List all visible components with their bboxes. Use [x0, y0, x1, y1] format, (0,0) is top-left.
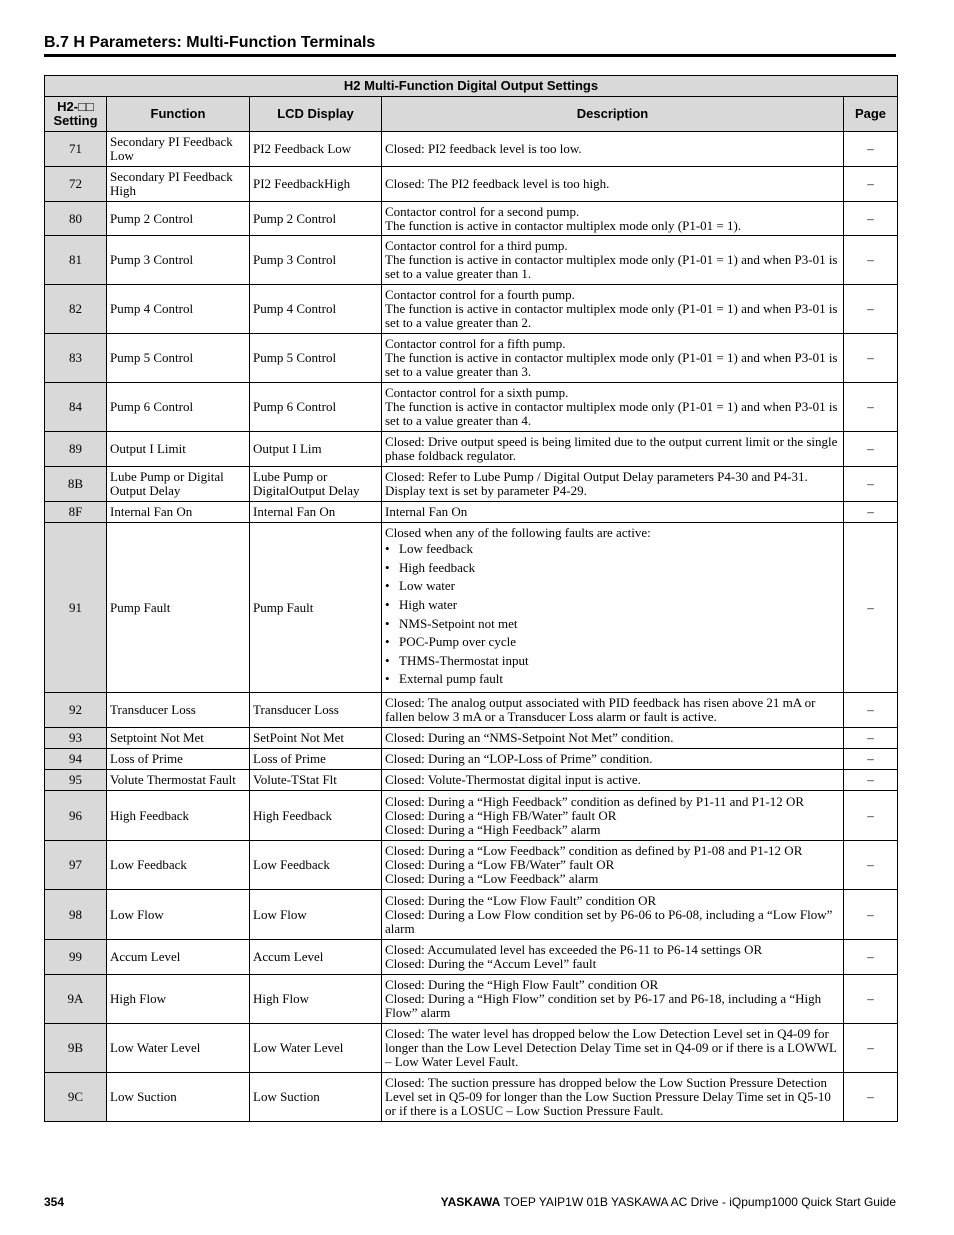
table-row	[45, 791, 898, 841]
table-row	[45, 975, 898, 1024]
description-line: Closed: During a “High Feedback” condition as defined by P1-11 and P1-12 OR	[385, 793, 805, 809]
table-row	[45, 334, 898, 383]
function-cell: Low Water Level	[107, 1024, 250, 1073]
bullet-icon: •	[385, 541, 390, 557]
description-line: Contactor control for a sixth pump.	[385, 385, 569, 400]
description-line: Contactor control for a fifth pump.	[385, 336, 566, 351]
setting-cell: 81	[45, 236, 107, 285]
lcd-display-cell: Low Feedback	[250, 841, 382, 890]
function-cell: High Feedback	[107, 791, 250, 841]
description-line: Closed: During a “Low FB/Water” fault OR	[385, 857, 615, 872]
function-cell: Pump 6 Control	[107, 383, 250, 432]
function-cell: Secondary PI Feedback High	[107, 167, 250, 202]
header-setting-line2: Setting	[53, 113, 98, 128]
lcd-display-cell: Lube Pump or DigitalOutput Delay	[250, 467, 382, 502]
table-body	[45, 132, 898, 1122]
description-cell	[382, 334, 844, 383]
table-row	[45, 523, 898, 693]
description-line: The function is active in contactor multiplex mode only (P1-01 = 1) and when P3-01 is set to a value greater than 4.	[385, 399, 838, 428]
function-cell: Loss of Prime	[107, 749, 250, 770]
table-row	[45, 285, 898, 334]
description-cell	[382, 383, 844, 432]
setting-cell: 8B	[45, 467, 107, 502]
description-line: Closed: Refer to Lube Pump / Digital Output Delay parameters P4-30 and P4-31. Display text is set by parameter P4-29.	[385, 469, 808, 498]
description-cell	[382, 890, 844, 940]
lcd-display-cell: High Feedback	[250, 791, 382, 841]
table-row	[45, 841, 898, 890]
page-cell: –	[844, 975, 898, 1024]
bullet-icon: •	[385, 578, 390, 594]
function-cell: Pump Fault	[107, 523, 250, 693]
description-line: Closed: Volute-Thermostat digital input is active.	[385, 772, 641, 787]
page-cell: –	[844, 236, 898, 285]
description-cell	[382, 502, 844, 523]
table-row	[45, 432, 898, 467]
page-cell: –	[844, 383, 898, 432]
setting-cell: 9B	[45, 1024, 107, 1073]
page-cell: –	[844, 334, 898, 383]
description-cell	[382, 770, 844, 791]
table-row	[45, 132, 898, 167]
description-cell	[382, 791, 844, 841]
header-description: Description	[382, 97, 844, 132]
page-cell: –	[844, 693, 898, 728]
fault-list-label: High feedback	[399, 559, 476, 575]
setting-cell: 93	[45, 728, 107, 749]
page-cell: –	[844, 841, 898, 890]
lcd-display-cell: Pump 5 Control	[250, 334, 382, 383]
setting-cell: 94	[45, 749, 107, 770]
table-row	[45, 770, 898, 791]
table-row	[45, 728, 898, 749]
description-line: Closed: During the “Low Flow Fault” condition OR	[385, 892, 657, 908]
lcd-display-cell: Pump Fault	[250, 523, 382, 693]
setting-cell: 82	[45, 285, 107, 334]
bullet-icon: •	[385, 596, 390, 612]
setting-cell: 99	[45, 940, 107, 975]
description-cell	[382, 167, 844, 202]
page-cell: –	[844, 791, 898, 841]
description-line: Closed: During an “LOP-Loss of Prime” condition.	[385, 751, 653, 766]
setting-cell: 8F	[45, 502, 107, 523]
description-line: Closed: The PI2 feedback level is too high.	[385, 176, 610, 191]
setting-cell: 97	[45, 841, 107, 890]
lcd-display-cell: Pump 6 Control	[250, 383, 382, 432]
table-row	[45, 383, 898, 432]
table-row	[45, 502, 898, 523]
header-page: Page	[844, 97, 898, 132]
header-function: Function	[107, 97, 250, 132]
description-line: Closed: During a “Low Feedback” alarm	[385, 871, 599, 886]
setting-cell: 9A	[45, 975, 107, 1024]
page-cell: –	[844, 467, 898, 502]
setting-cell: 84	[45, 383, 107, 432]
description-cell	[382, 523, 844, 693]
function-cell: Transducer Loss	[107, 693, 250, 728]
description-line: Contactor control for a third pump.	[385, 238, 568, 253]
description-cell	[382, 467, 844, 502]
fault-list-item	[385, 615, 840, 634]
bullet-icon: •	[385, 652, 390, 668]
setting-cell: 95	[45, 770, 107, 791]
fault-list-label: High water	[399, 596, 458, 612]
header-setting-line1: H2-□□	[57, 99, 94, 114]
description-cell	[382, 1024, 844, 1073]
page-number: 354	[44, 1195, 65, 1209]
description-cell	[382, 432, 844, 467]
description-cell	[382, 132, 844, 167]
description-line: Contactor control for a second pump.	[385, 203, 580, 219]
description-line: The function is active in contactor multiplex mode only (P1-01 = 1).	[385, 217, 742, 233]
bullet-icon: •	[385, 615, 390, 631]
description-line: The function is active in contactor multiplex mode only (P1-01 = 1) and when P3-01 is set to a value greater than 3.	[385, 350, 838, 379]
table-row	[45, 693, 898, 728]
lcd-display-cell: Loss of Prime	[250, 749, 382, 770]
fault-list-item	[385, 633, 840, 652]
setting-cell: 72	[45, 167, 107, 202]
h2-settings-table	[44, 75, 898, 1122]
page-cell: –	[844, 432, 898, 467]
function-cell: Low Suction	[107, 1073, 250, 1122]
table-caption: H2 Multi-Function Digital Output Settings	[45, 76, 898, 97]
description-line: Closed: During the “Accum Level” fault	[385, 956, 597, 971]
fault-list-label: NMS-Setpoint not met	[399, 615, 518, 631]
table-row	[45, 890, 898, 940]
description-cell	[382, 236, 844, 285]
description-line: The function is active in contactor multiplex mode only (P1-01 = 1) and when P3-01 is set to a value greater than 2.	[385, 301, 838, 330]
description-line: Closed: During an “NMS-Setpoint Not Met” condition.	[385, 730, 674, 745]
fault-list-item	[385, 652, 840, 671]
setting-cell: 83	[45, 334, 107, 383]
fault-list-label: POC-Pump over cycle	[399, 634, 516, 650]
description-line: Closed: The suction pressure has dropped below the Low Suction Pressure Detection Level set in Q5-09 for longer than the Low Suction Pressure Delay Time set in Q5-10 or if there is a LOSUC – Low Suction Pressure Fault.	[385, 1075, 831, 1118]
setting-cell: 92	[45, 693, 107, 728]
lcd-display-cell: Pump 3 Control	[250, 236, 382, 285]
description-line: Closed when any of the following faults are active:	[385, 525, 651, 541]
description-line: Closed: During a “High FB/Water” fault OR	[385, 807, 617, 823]
setting-cell: 98	[45, 890, 107, 940]
function-cell: Output I Limit	[107, 432, 250, 467]
lcd-display-cell: Pump 2 Control	[250, 202, 382, 236]
function-cell: Low Feedback	[107, 841, 250, 890]
page-cell: –	[844, 728, 898, 749]
fault-list-label: THMS-Thermostat input	[399, 652, 529, 668]
function-cell: Pump 5 Control	[107, 334, 250, 383]
description-line: Closed: During a “Low Feedback” condition as defined by P1-08 and P1-12 OR	[385, 843, 803, 858]
lcd-display-cell: Low Flow	[250, 890, 382, 940]
function-cell: Secondary PI Feedback Low	[107, 132, 250, 167]
fault-list-label: Low feedback	[399, 541, 473, 557]
fault-list-item	[385, 540, 840, 559]
function-cell: Pump 3 Control	[107, 236, 250, 285]
header-lcd-display: LCD Display	[250, 97, 382, 132]
description-line: The function is active in contactor multiplex mode only (P1-01 = 1) and when P3-01 is set to a value greater than 1.	[385, 252, 838, 281]
footer-doc-text: TOEP YAIP1W 01B YASKAWA AC Drive - iQpump1000 Quick Start Guide	[503, 1195, 896, 1209]
description-line: Closed: During the “High Flow Fault” condition OR	[385, 977, 659, 992]
table-row	[45, 202, 898, 236]
lcd-display-cell: High Flow	[250, 975, 382, 1024]
page-cell: –	[844, 132, 898, 167]
description-cell	[382, 202, 844, 236]
description-cell	[382, 940, 844, 975]
fault-list-item	[385, 596, 840, 615]
description-cell	[382, 693, 844, 728]
footer-brand: YASKAWA	[440, 1195, 501, 1209]
setting-cell: 9C	[45, 1073, 107, 1122]
description-cell	[382, 749, 844, 770]
page-cell: –	[844, 285, 898, 334]
table-row	[45, 1073, 898, 1122]
function-cell: Pump 4 Control	[107, 285, 250, 334]
fault-list-item	[385, 670, 840, 689]
table-row	[45, 467, 898, 502]
setting-cell: 80	[45, 202, 107, 236]
description-line: Closed: During a Low Flow condition set by P6-06 to P6-08, including a “Low Flow” alarm	[385, 906, 833, 936]
section-title: B.7 H Parameters: Multi-Function Terminals	[44, 34, 376, 51]
page-cell: –	[844, 502, 898, 523]
description-line: Closed: The water level has dropped below the Low Detection Level set in Q4-09 for longer than the Low Level Detection Delay Time set in Q4-09 or if there is a LOWWL – Low Water Level Fault.	[385, 1026, 837, 1069]
lcd-display-cell: PI2 FeedbackHigh	[250, 167, 382, 202]
page-cell: –	[844, 770, 898, 791]
function-cell: Internal Fan On	[107, 502, 250, 523]
description-cell	[382, 285, 844, 334]
description-line: Contactor control for a fourth pump.	[385, 287, 575, 302]
section-divider	[44, 54, 896, 57]
function-cell: Low Flow	[107, 890, 250, 940]
lcd-display-cell: PI2 Feedback Low	[250, 132, 382, 167]
lcd-display-cell: Low Water Level	[250, 1024, 382, 1073]
setting-cell: 91	[45, 523, 107, 693]
lcd-display-cell: Volute-TStat Flt	[250, 770, 382, 791]
lcd-display-cell: Output I Lim	[250, 432, 382, 467]
lcd-display-cell: Internal Fan On	[250, 502, 382, 523]
table-row	[45, 749, 898, 770]
page-cell: –	[844, 890, 898, 940]
header-setting	[45, 97, 107, 132]
lcd-display-cell: Pump 4 Control	[250, 285, 382, 334]
description-cell	[382, 975, 844, 1024]
fault-list-label: External pump fault	[399, 671, 503, 687]
footer-doc-title	[441, 1195, 896, 1209]
function-cell: Pump 2 Control	[107, 202, 250, 236]
description-line: Closed: During a “High Feedback” alarm	[385, 821, 601, 837]
page-cell: –	[844, 940, 898, 975]
lcd-display-cell: Accum Level	[250, 940, 382, 975]
bullet-icon: •	[385, 671, 390, 687]
lcd-display-cell: SetPoint Not Met	[250, 728, 382, 749]
page-cell: –	[844, 1024, 898, 1073]
lcd-display-cell: Transducer Loss	[250, 693, 382, 728]
table-row	[45, 940, 898, 975]
description-cell	[382, 841, 844, 890]
page-cell: –	[844, 202, 898, 236]
description-cell	[382, 728, 844, 749]
description-line: Internal Fan On	[385, 504, 468, 519]
table-row	[45, 236, 898, 285]
setting-cell: 89	[45, 432, 107, 467]
fault-list-item	[385, 559, 840, 578]
description-cell	[382, 1073, 844, 1122]
description-line: Closed: Drive output speed is being limited due to the output current limit or the single phase foldback regulator.	[385, 434, 838, 463]
table-row	[45, 1024, 898, 1073]
page-cell: –	[844, 1073, 898, 1122]
lcd-display-cell: Low Suction	[250, 1073, 382, 1122]
fault-list-item	[385, 577, 840, 596]
description-line: Closed: PI2 feedback level is too low.	[385, 141, 582, 156]
bullet-icon: •	[385, 559, 390, 575]
function-cell: Accum Level	[107, 940, 250, 975]
description-line: Closed: During a “High Flow” condition set by P6-17 and P6-18, including a “High Flow” alarm	[385, 991, 822, 1020]
table-row	[45, 167, 898, 202]
function-cell: Setptoint Not Met	[107, 728, 250, 749]
function-cell: Lube Pump or Digital Output Delay	[107, 467, 250, 502]
page-cell: –	[844, 523, 898, 693]
fault-list-label: Low water	[399, 578, 455, 594]
function-cell: Volute Thermostat Fault	[107, 770, 250, 791]
function-cell: High Flow	[107, 975, 250, 1024]
setting-cell: 71	[45, 132, 107, 167]
description-line: Closed: The analog output associated with PID feedback has risen above 21 mA or fallen below 3 mA or a Transducer Loss alarm or fault is active.	[385, 695, 816, 724]
description-line: Closed: Accumulated level has exceeded the P6-11 to P6-14 settings OR	[385, 942, 763, 957]
bullet-icon: •	[385, 634, 390, 650]
setting-cell: 96	[45, 791, 107, 841]
page-cell: –	[844, 749, 898, 770]
page-cell: –	[844, 167, 898, 202]
